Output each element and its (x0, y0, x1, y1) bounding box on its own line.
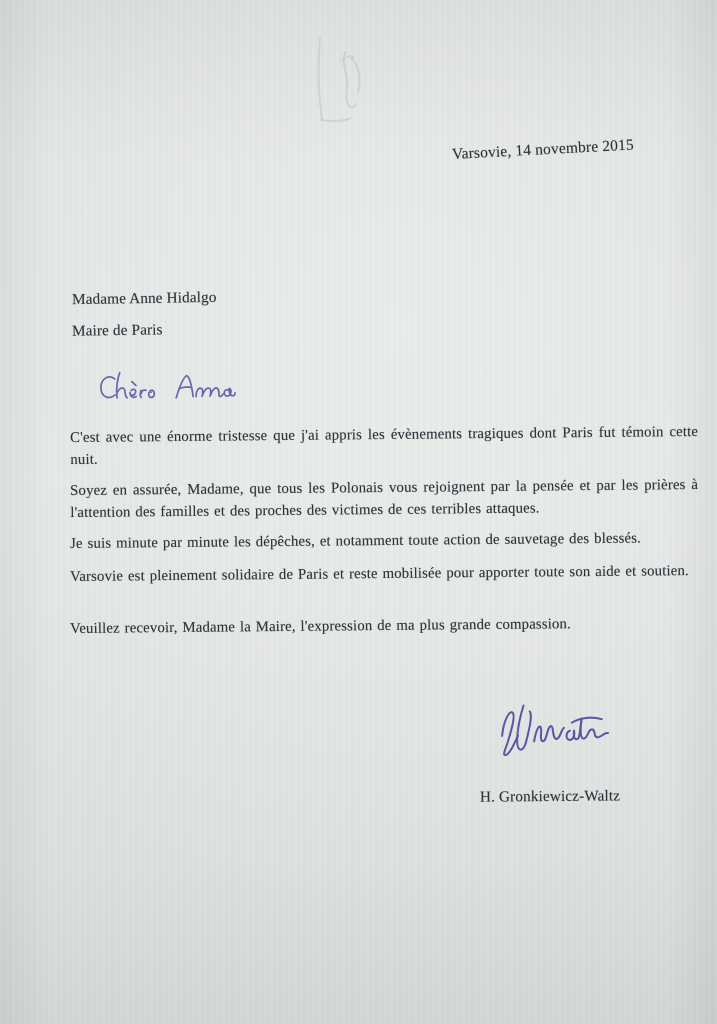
handwritten-salutation (96, 367, 237, 413)
signatory-name: H. Gronkiewicz-Waltz (479, 787, 621, 806)
dateline: Varsovie, 14 novembre 2015 (451, 136, 635, 163)
paragraph-2: Soyez en assurée, Madame, que tous les Polonais vous rejoignent par la pensée et par les prières à l'attention des familles et des proches des victimes de ces terribles attaques. (70, 476, 699, 521)
recipient-name: Madame Anne Hidalgo (71, 288, 217, 309)
paper-stain (293, 34, 423, 129)
paragraph-1: C'est avec une énorme tristesse que j'ai appris les évènements tragiques dont Paris fut témoin cette nuit. (70, 423, 699, 468)
handwritten-signature (493, 696, 616, 768)
recipient-title: Maire de Paris (71, 321, 163, 340)
paragraph-3: Je suis minute par minute les dépêches, et notamment toute action de sauvetage des blessés. (70, 530, 642, 552)
paragraph-4: Varsovie est pleinement solidaire de Paris et reste mobilisée pour apporter toute son aide et soutien. (70, 563, 689, 585)
paragraph-5: Veuillez recevoir, Madame la Maire, l'expression de ma plus grande compassion. (70, 616, 571, 637)
